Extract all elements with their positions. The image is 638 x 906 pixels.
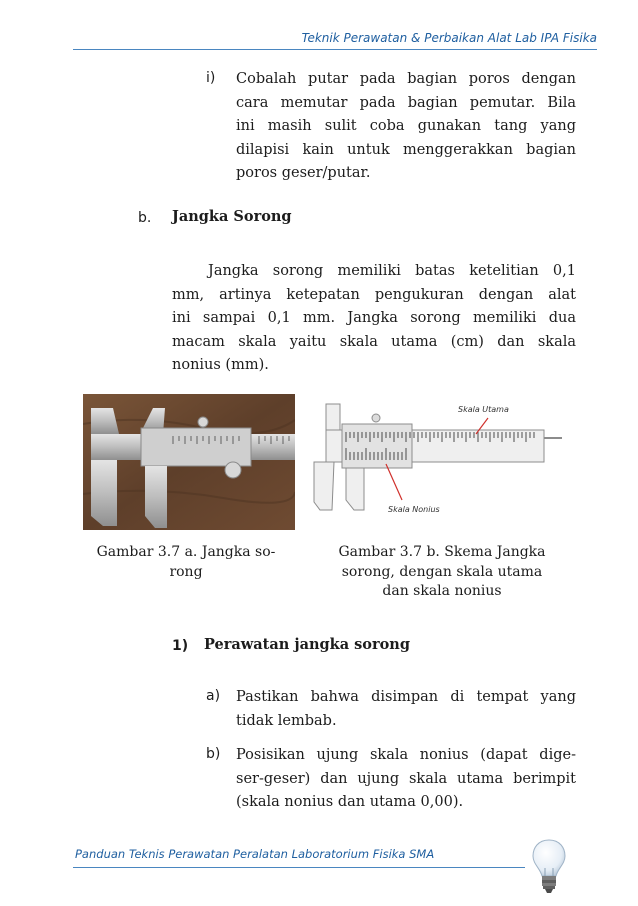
- paragraph-line-1: Jangka sorong memiliki batas ketelitian 0,1: [208, 263, 576, 279]
- item-i-line-3: ini masih sulit coba gunakan tang yang: [236, 118, 576, 134]
- paragraph-line-4: macam skala yaitu skala utama (cm) dan skala: [172, 333, 576, 350]
- label-skala-nonius: Skala Nonius: [388, 505, 440, 514]
- item-a-line-2: tidak lembab.: [236, 712, 337, 729]
- item-marker-a: a): [206, 688, 221, 704]
- section-b-title: Jangka Sorong: [172, 208, 292, 225]
- item-a-text: [236, 686, 576, 733]
- caption-figure-b: [308, 543, 576, 602]
- lightbulb-icon: [530, 838, 568, 896]
- caption-a-line-1: Gambar 3.7 a. Jangka so-: [96, 544, 276, 560]
- caliper-photo: [83, 394, 295, 530]
- subsection-1-marker: 1): [172, 638, 189, 654]
- item-b-line-2: ser-geser) dan ujung skala utama berimpit: [236, 770, 576, 787]
- caliper-schematic: [306, 398, 572, 530]
- item-i-line-5: poros geser/putar.: [236, 165, 371, 181]
- item-b-line-3: (skala nonius dan utama 0,00).: [236, 794, 464, 810]
- running-header: Teknik Perawatan & Perbaikan Alat Lab IPA Fisika: [301, 31, 597, 45]
- item-marker-b: b): [206, 746, 221, 762]
- item-i-line-1: Cobalah putar pada bagian poros dengan: [236, 71, 576, 87]
- item-a-line-1: Pastikan bahwa disimpan di tempat yang: [236, 689, 576, 705]
- caption-b-line-1: Gambar 3.7 b. Skema Jangka: [338, 544, 546, 560]
- subsection-1-title: Perawatan jangka sorong: [204, 636, 410, 653]
- caption-b-line-2: sorong, dengan skala utama: [341, 563, 543, 580]
- item-marker-i: i): [206, 70, 216, 86]
- item-i-text: [236, 68, 576, 186]
- caption-b-line-3: dan skala nonius: [382, 583, 502, 599]
- item-b-line-1: Posisikan ujung skala nonius (dapat dige-: [236, 747, 576, 763]
- item-b-text: [236, 744, 576, 815]
- running-footer: Panduan Teknis Perawatan Peralatan Laboratorium Fisika SMA: [75, 847, 435, 861]
- label-skala-utama: Skala Utama: [458, 405, 509, 414]
- paragraph-line-3: ini sampai 0,1 mm. Jangka sorong memiliki dua: [172, 310, 576, 326]
- section-b-marker: b.: [138, 210, 152, 226]
- paragraph-line-5: nonius (mm).: [172, 357, 269, 373]
- paragraph-line-2: mm, artinya ketepatan pengukuran dengan alat: [172, 286, 576, 303]
- header-rule: [73, 49, 597, 50]
- footer-rule: [73, 867, 525, 868]
- jangka-sorong-paragraph: [172, 260, 576, 378]
- caption-figure-a: [78, 543, 294, 582]
- caption-a-line-2: rong: [169, 563, 203, 580]
- item-i-line-4: dilapisi kain untuk menggerakkan bagian: [236, 141, 576, 158]
- item-i-line-2: cara memutar pada bagian pemutar. Bila: [236, 94, 576, 111]
